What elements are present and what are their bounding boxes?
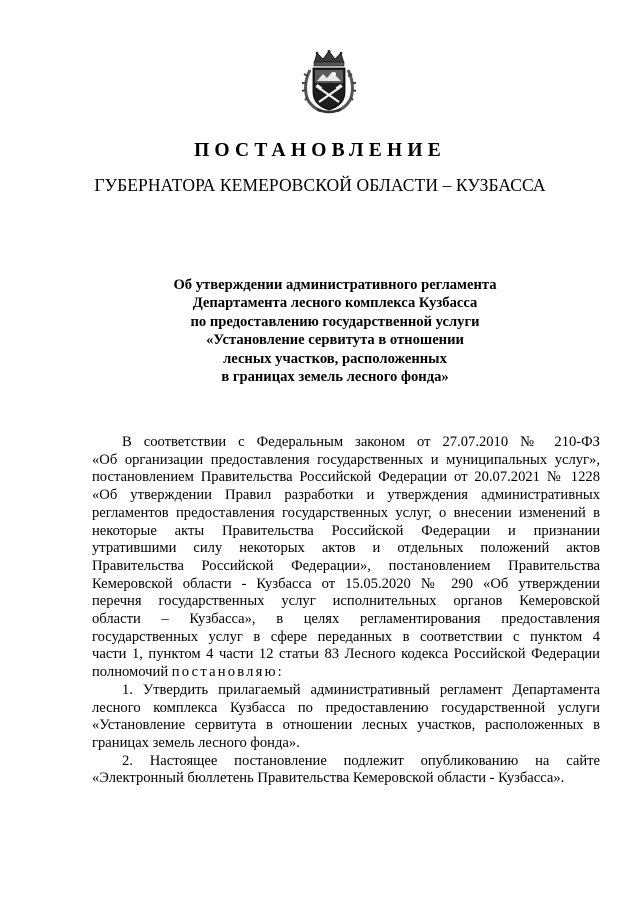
item-2-line: «Электронный бюллетень Правительства Кемеровской области - Кузбасса».: [92, 770, 565, 787]
item-2-line: 2. Настоящее постановление подлежит опубликованию на сайте: [122, 752, 600, 769]
preamble-line: области – Кузбасса», в целях регламентирования предоставления: [92, 611, 600, 628]
item-1-line: лесного комплекса Кузбасса по предоставлению государственной услуги: [92, 699, 600, 716]
preamble-line: постановлением Правительства Российской Федерации от 20.07.2021 № 1228: [92, 469, 600, 486]
preamble-line: «Об утверждении Правил разработки и утверждения административных: [92, 487, 600, 504]
preamble-line: Правительства Российской Федерации», постановлением Правительства: [92, 557, 600, 574]
preamble-last-line: [92, 664, 600, 682]
subject-line: по предоставлению государственной услуги: [190, 313, 480, 330]
item-1-paragraph: [92, 682, 600, 753]
subject-line: Об утверждении административного регламента: [173, 277, 497, 293]
preamble-line: некоторые акты Правительства Российской Федерации и признании: [92, 522, 600, 539]
preamble-line: перечня государственных услуг исполнительных органов Кемеровской: [92, 593, 600, 610]
preamble-line: утратившими силу некоторых актов и отдельных положений актов: [92, 540, 600, 557]
preamble-line: В соответствии с Федеральным законом от 27.07.2010 № 210-ФЗ: [122, 434, 600, 450]
preamble-line: полномочий: [92, 664, 169, 681]
subject-line: Департамента лесного комплекса Кузбасса: [192, 295, 478, 312]
subject-line: в границах земель лесного фонда»: [221, 369, 449, 386]
preamble-line: государственных услуг в сфере переданных в соответствии с пунктом 4: [92, 628, 600, 645]
subject-line: «Установление сервитута в отношении: [206, 332, 464, 349]
document-type-title: ПОСТАНОВЛЕНИЕ: [194, 140, 446, 161]
preamble-paragraph: [92, 434, 600, 682]
preamble-line: регламентов предоставления государственных услуг, о внесении изменений в: [92, 504, 600, 521]
resolve-word: постановляю:: [171, 664, 284, 681]
item-2-paragraph: [92, 753, 600, 788]
document-body: [92, 434, 600, 788]
kuzbass-coat-of-arms-icon: [301, 50, 357, 116]
item-1-line: «Установление сервитута в отношении лесных участков, расположенных в: [92, 717, 600, 734]
preamble-line: части 1, пунктом 4 части 12 статьи 83 Лесного кодекса Российской Федерации: [92, 646, 600, 663]
subject-line: лесных участков, расположенных: [223, 350, 447, 367]
item-1-line: границах земель лесного фонда».: [92, 734, 300, 751]
preamble-line: Кемеровской области - Кузбасса от 15.05.2020 № 290 «Об утверждении: [92, 575, 600, 592]
preamble-line: «Об организации предоставления государственных и муниципальных услуг»,: [92, 451, 600, 468]
issuer-title: ГУБЕРНАТОРА КЕМЕРОВСКОЙ ОБЛАСТИ – КУЗБАССА: [94, 175, 546, 195]
document-subject: [90, 276, 580, 386]
item-1-line: 1. Утвердить прилагаемый административный регламент Департамента: [122, 681, 600, 698]
